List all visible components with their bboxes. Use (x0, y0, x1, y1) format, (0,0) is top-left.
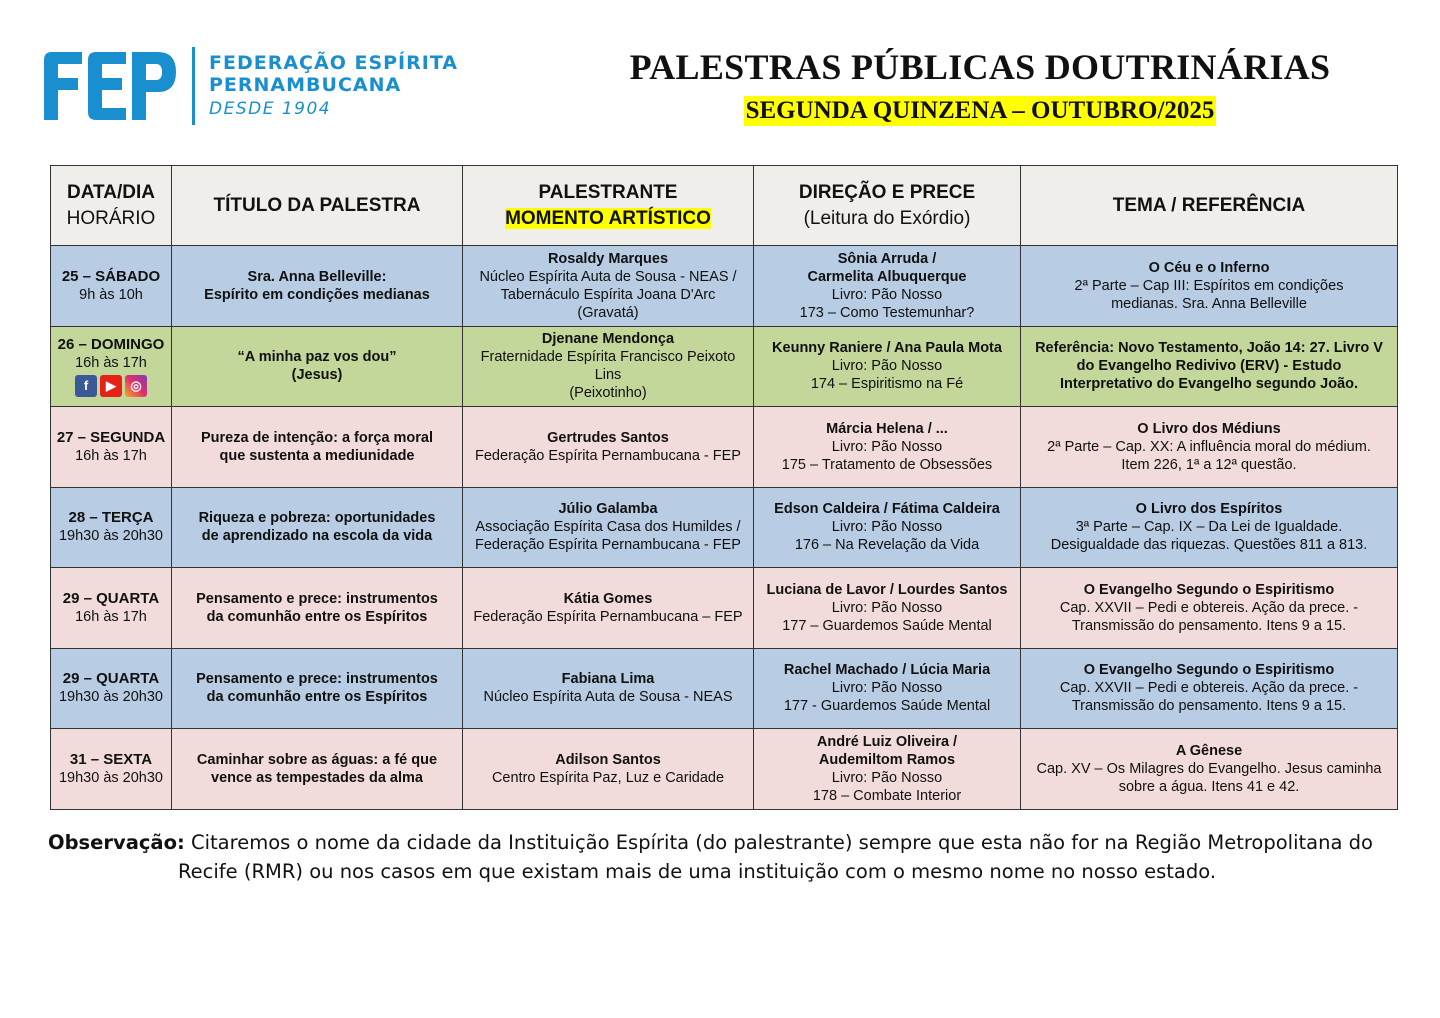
table-row (51, 326, 1398, 407)
table-row (51, 568, 1398, 649)
row-theme: O Livro dos Espíritos (1135, 501, 1283, 518)
row-director: Audemiltom Ramos (818, 751, 956, 768)
cell-speaker (463, 648, 754, 729)
cell-date (51, 729, 172, 810)
cell-date (51, 407, 172, 488)
cell-speaker (463, 487, 754, 568)
header-title: TÍTULO DA PALESTRA (172, 166, 463, 246)
row-institution: Federação Espírita Pernambucana - FEP (475, 447, 741, 464)
row-theme: O Céu e o Inferno (1148, 259, 1270, 276)
row-reference: Transmissão do pensamento. Itens 9 a 15. (1071, 617, 1347, 634)
cell-theme (1021, 648, 1398, 729)
row-speaker: Djenane Mendonça (541, 331, 675, 348)
row-title-line: Pensamento e prece: instrumentos (196, 590, 438, 607)
header-date (51, 166, 172, 246)
cell-speaker (463, 326, 754, 407)
row-book: Livro: Pão Nosso (831, 769, 943, 786)
cell-theme (1021, 407, 1398, 488)
observation-line1 (48, 828, 1408, 857)
row-title-line: (Jesus) (291, 367, 343, 384)
row-institution: Tabernáculo Espírita Joana D'Arc (500, 286, 716, 303)
row-chapter: 174 – Espiritismo na Fé (810, 376, 964, 393)
cell-direction (754, 568, 1021, 649)
cell-title (172, 729, 463, 810)
header-direction-label: DIREÇÃO E PRECE (798, 181, 976, 203)
logo-org-line2: PERNAMBUCANA (209, 74, 402, 96)
row-reference: Interpretativo do Evangelho segundo João. (1059, 376, 1359, 393)
row-speaker: Rosaldy Marques (547, 250, 669, 267)
cell-direction (754, 246, 1021, 327)
row-speaker: Fabiana Lima (561, 671, 655, 688)
row-title-line: Riqueza e pobreza: oportunidades (198, 510, 436, 527)
observation-text: Citaremos o nome da cidade da Instituição Espírita (do palestrante) sempre que esta não for na Região Metropolitana do (190, 831, 1373, 854)
cell-direction (754, 648, 1021, 729)
row-time: 19h30 às 20h30 (58, 769, 163, 786)
row-time: 16h às 17h (75, 447, 147, 464)
row-day: 28 – TERÇA (68, 509, 154, 527)
cell-title (172, 648, 463, 729)
row-speaker: Kátia Gomes (563, 590, 653, 607)
row-time: 19h30 às 20h30 (58, 689, 163, 706)
row-reference: sobre a água. Itens 41 e 42. (1118, 778, 1300, 795)
cell-date (51, 487, 172, 568)
observation-line2: Recife (RMR) ou nos casos em que existam mais de uma instituição com o mesmo nome no nosso estado. (178, 860, 1217, 883)
cell-theme (1021, 326, 1398, 407)
row-chapter: 176 – Na Revelação da Vida (794, 537, 980, 554)
logo-org-line1: FEDERAÇÃO ESPÍRITA (209, 52, 459, 74)
cell-theme (1021, 729, 1398, 810)
table-row (51, 407, 1398, 488)
instagram-icon[interactable]: ◎ (125, 375, 147, 397)
row-title-line: Pensamento e prece: instrumentos (196, 671, 438, 688)
schedule-table (50, 165, 1398, 810)
facebook-icon[interactable]: f (75, 375, 97, 397)
header-speaker-label: PALESTRANTE (538, 181, 678, 203)
row-reference: Item 226, 1ª a 12ª questão. (1121, 456, 1297, 473)
cell-title (172, 246, 463, 327)
page-subtitle: SEGUNDA QUINZENA – OUTUBRO/2025 (745, 97, 1215, 124)
row-speaker: Júlio Galamba (558, 501, 658, 518)
row-book: Livro: Pão Nosso (831, 438, 943, 455)
row-director: Sônia Arruda / (837, 250, 937, 267)
cell-speaker (463, 246, 754, 327)
cell-date (51, 568, 172, 649)
row-director: Márcia Helena / ... (826, 420, 948, 437)
row-theme: O Evangelho Segundo o Espiritismo (1083, 662, 1335, 679)
cell-title (172, 487, 463, 568)
row-director: Edson Caldeira / Fátima Caldeira (774, 501, 1000, 518)
row-speaker: Gertrudes Santos (547, 429, 669, 446)
page-title: PALESTRAS PÚBLICAS DOUTRINÁRIAS (629, 47, 1331, 87)
row-director: André Luiz Oliveira / (816, 733, 958, 750)
row-reference: 2ª Parte – Cap III: Espíritos em condições (1074, 277, 1344, 294)
row-book: Livro: Pão Nosso (831, 680, 943, 697)
row-reference: do Evangelho Redivivo (ERV) - Estudo (1076, 358, 1342, 375)
cell-theme (1021, 568, 1398, 649)
row-day: 26 – DOMINGO (57, 335, 165, 353)
row-theme: O Evangelho Segundo o Espiritismo (1083, 581, 1335, 598)
row-day: 27 – SEGUNDA (56, 428, 166, 446)
table-row (51, 729, 1398, 810)
fep-letters-icon (40, 46, 180, 126)
cell-speaker (463, 729, 754, 810)
subtitle-wrap (560, 96, 1400, 126)
row-day: 29 – QUARTA (62, 589, 160, 607)
cell-title (172, 407, 463, 488)
cell-date (51, 326, 172, 407)
row-book: Livro: Pão Nosso (831, 286, 943, 303)
row-institution: Federação Espírita Pernambucana – FEP (473, 608, 743, 625)
row-reference: Cap. XXVII – Pedi e obtereis. Ação da prece. - (1059, 680, 1359, 697)
cell-title (172, 568, 463, 649)
header-speaker (463, 166, 754, 246)
row-chapter: 178 – Combate Interior (812, 787, 962, 804)
row-title-line: Espírito em condições medianas (204, 286, 430, 303)
header-direction (754, 166, 1021, 246)
fep-logo (40, 40, 480, 132)
cell-title (172, 326, 463, 407)
cell-direction (754, 487, 1021, 568)
row-director: Carmelita Albuquerque (807, 268, 967, 285)
logo-divider (192, 47, 195, 125)
youtube-icon[interactable]: ▶ (100, 375, 122, 397)
fep-logo-mark (40, 46, 180, 126)
row-book: Livro: Pão Nosso (831, 358, 943, 375)
table-row (51, 487, 1398, 568)
row-time: 9h às 10h (79, 286, 143, 303)
row-reference: Desigualdade das riquezas. Questões 811 a 813. (1050, 537, 1368, 554)
row-reference: 3ª Parte – Cap. IX – Da Lei de Igualdade. (1075, 519, 1343, 536)
row-institution: Associação Espírita Casa dos Humildes / (475, 519, 741, 536)
row-chapter: 175 – Tratamento de Obsessões (781, 456, 993, 473)
row-director: Luciana de Lavor / Lourdes Santos (766, 581, 1008, 598)
row-title-line: vence as tempestades da alma (211, 769, 423, 786)
row-chapter: 177 – Guardemos Saúde Mental (782, 617, 992, 634)
row-title-line: que sustenta a mediunidade (219, 447, 415, 464)
row-theme: A Gênese (1175, 742, 1243, 759)
row-institution: Núcleo Espírita Auta de Sousa - NEAS (483, 689, 733, 706)
row-title-line: Sra. Anna Belleville: (247, 268, 387, 285)
row-day: 31 – SEXTA (69, 750, 153, 768)
logo-since: DESDE 1904 (209, 99, 332, 119)
row-reference: medianas. Sra. Anna Belleville (1111, 295, 1307, 312)
row-day: 25 – SÁBADO (61, 267, 161, 285)
row-title-line: “A minha paz vos dou” (237, 349, 397, 366)
table-header-row (51, 166, 1398, 246)
row-title-line: Caminhar sobre as águas: a fé que (196, 751, 438, 768)
cell-speaker (463, 568, 754, 649)
row-director: Rachel Machado / Lúcia Maria (783, 662, 991, 679)
row-time: 19h30 às 20h30 (58, 528, 163, 545)
cell-direction (754, 729, 1021, 810)
cell-direction (754, 407, 1021, 488)
row-reference: Referência: Novo Testamento, João 14: 27. Livro V (1035, 340, 1383, 357)
header-theme: TEMA / REFERÊNCIA (1021, 166, 1398, 246)
row-institution: Fraternidade Espírita Francisco Peixoto (480, 349, 736, 366)
row-title-line: da comunhão entre os Espíritos (206, 608, 428, 625)
row-institution: (Gravatá) (577, 304, 639, 321)
row-book: Livro: Pão Nosso (831, 519, 943, 536)
row-day: 29 – QUARTA (62, 670, 160, 688)
cell-direction (754, 326, 1021, 407)
social-icons (53, 375, 169, 397)
header-date-label: DATA/DIA (67, 181, 155, 203)
header-exordio-label: (Leitura do Exórdio) (803, 207, 971, 229)
cell-theme (1021, 487, 1398, 568)
row-speaker: Adilson Santos (555, 751, 661, 768)
row-institution: Lins (594, 367, 622, 384)
row-title-line: de aprendizado na escola da vida (201, 528, 433, 545)
row-reference: 2ª Parte – Cap. XX: A influência moral do médium. (1047, 438, 1371, 455)
row-title-line: Pureza de intenção: a força moral (200, 429, 434, 446)
row-reference: Cap. XXVII – Pedi e obtereis. Ação da prece. - (1059, 599, 1359, 616)
table-row (51, 246, 1398, 327)
row-director: Keunny Raniere / Ana Paula Mota (772, 340, 1002, 357)
row-book: Livro: Pão Nosso (831, 599, 943, 616)
row-institution: Federação Espírita Pernambucana - FEP (475, 537, 741, 554)
row-theme: O Livro dos Médiuns (1137, 420, 1281, 437)
row-time: 16h às 17h (75, 608, 147, 625)
row-institution: (Peixotinho) (569, 385, 647, 402)
table-row (51, 648, 1398, 729)
row-time: 16h às 17h (75, 354, 147, 371)
row-institution: Núcleo Espírita Auta de Sousa - NEAS / (479, 268, 737, 285)
row-reference: Transmissão do pensamento. Itens 9 a 15. (1071, 698, 1347, 715)
row-title-line: da comunhão entre os Espíritos (206, 689, 428, 706)
cell-date (51, 246, 172, 327)
cell-theme (1021, 246, 1398, 327)
logo-text (209, 52, 458, 120)
header-time-label: HORÁRIO (66, 207, 156, 229)
header-artistic-moment: MOMENTO ARTÍSTICO (505, 207, 711, 229)
cell-date (51, 648, 172, 729)
row-reference: Cap. XV – Os Milagres do Evangelho. Jesus caminha (1036, 760, 1382, 777)
observation-label: Observação: (48, 831, 185, 854)
row-institution: Centro Espírita Paz, Luz e Caridade (491, 769, 725, 786)
row-chapter: 173 – Como Testemunhar? (799, 304, 975, 321)
cell-speaker (463, 407, 754, 488)
row-chapter: 177 - Guardemos Saúde Mental (783, 698, 991, 715)
observation-note (48, 828, 1408, 886)
